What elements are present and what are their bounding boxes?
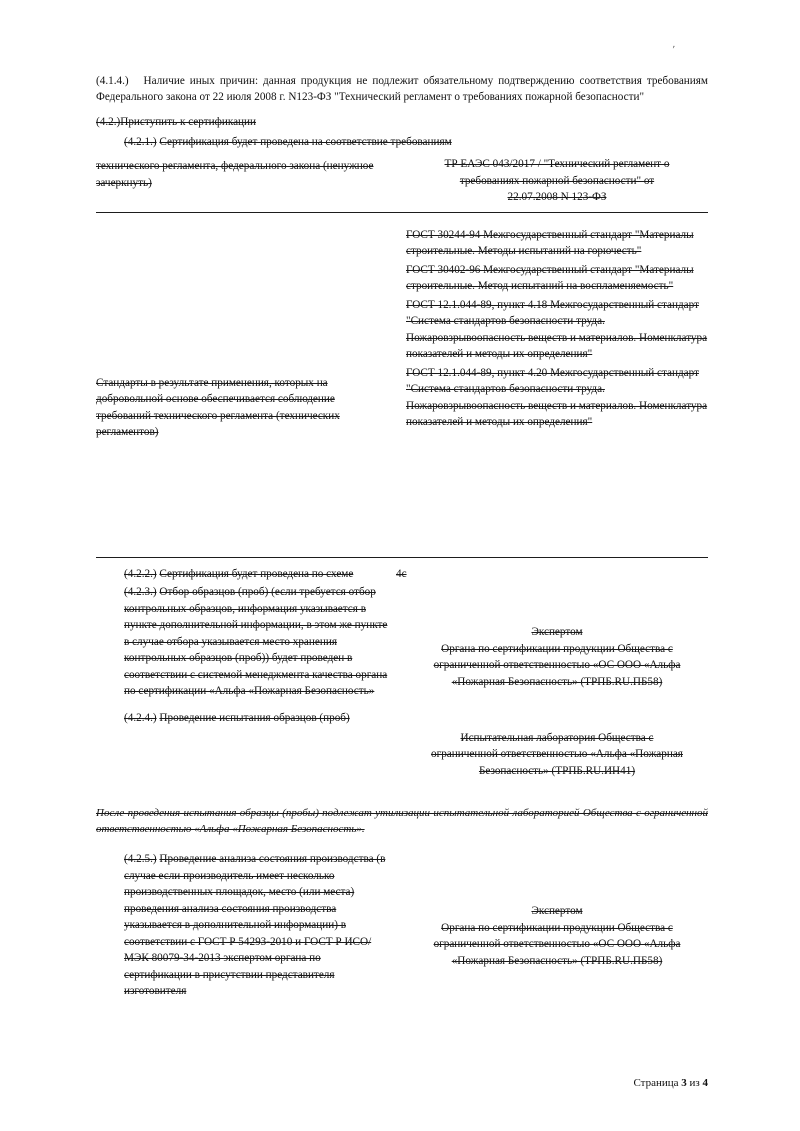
standard-item: ГОСТ 30402-96 Межгосударственный стандарт "Материалы строительные. Метод испытаний на воспламеняемость" <box>406 263 694 293</box>
row-clause-4-2-4 <box>96 710 708 780</box>
clause-4-2-2-number: (4.2.2.) <box>124 567 157 580</box>
clause-4-2-1-number: (4.2.1.) <box>124 135 157 148</box>
footer-prefix: Страница <box>633 1077 682 1089</box>
row-clause-4-2-2 <box>96 562 708 583</box>
footer-middle: из <box>686 1077 703 1089</box>
testing-lab-line2: ограниченной ответственностью «Альфа «Пожарная <box>431 748 683 761</box>
standards-label <box>96 221 396 551</box>
page-footer <box>633 1077 708 1089</box>
divider-after-regulation <box>96 212 708 213</box>
sampling-actor-line4: «Пожарная Безопасность» (ТРПБ.RU.ПБ58) <box>451 675 663 688</box>
clause-4-2-3-text: Отбор образцов (проб) (если требуется отбор контрольных образцов, информация указывается в пункте дополнительной информации, в этом же пункте в случае отбора указывается место хранения контрольных образцов (проб)) будет проведен в соответствии с системой менеджмента качества органа по сертификации «Альфа «Пожарная Безопасность» <box>124 586 388 698</box>
clause-4-2 <box>96 115 708 131</box>
technical-regulation-value-line2: требованиях пожарной безопасности" от <box>459 174 655 187</box>
stray-pen-mark: ʹ <box>670 43 676 57</box>
note-utilization-text: После проведения испытания образцы (пробы) подлежат утилизации испытательной лабораторией Общества с ограниченной ответственностью «Альфа «Пожарная Безопасность». <box>96 807 708 836</box>
clause-4-2-3-label <box>96 584 396 700</box>
clause-4-2-2-value <box>396 562 708 583</box>
technical-regulation-value-line3: 22.07.2008 N 123-ФЗ <box>507 191 607 204</box>
technical-regulation-value <box>396 156 708 206</box>
row-standards <box>96 221 708 551</box>
clause-4-1-4-number: (4.1.4.) <box>96 75 129 87</box>
clause-4-2-5-text: Проведение анализа состояния производства (в случае если производитель имеет несколько производственных площадок, место (или места) проведения анализа состояния производства указывается в дополнительной информации) в соответствии с ГОСТ Р 54293-2010 и ГОСТ Р ИСО/МЭК 80079-34-2013 экспертом органа по сертификации в присутствии представителя изготовителя <box>124 853 386 998</box>
clause-4-2-text: Приступить к сертификации <box>120 116 257 129</box>
clause-4-2-4-label <box>96 710 396 780</box>
clause-4-2-1 <box>124 135 708 151</box>
testing-lab-line1: Испытательная лаборатория Общества с <box>460 731 654 744</box>
divider-before-4-2-2 <box>96 557 708 558</box>
footer-total-pages: 4 <box>702 1077 708 1089</box>
standards-list <box>396 221 708 551</box>
row-clause-4-2-3 <box>96 584 708 700</box>
testing-lab-line3: Безопасность» (ТРПБ.RU.ИН41) <box>478 764 636 777</box>
production-analysis-line4: «Пожарная Безопасность» (ТРПБ.RU.ПБ58) <box>451 954 663 967</box>
clause-4-2-2-label <box>96 562 396 583</box>
clause-4-2-1-text: Сертификация будет проведена на соответствие требованиям <box>159 135 452 148</box>
document-content <box>96 74 708 1000</box>
technical-regulation-value-line1: ТР ЕАЭС 043/2017 / "Технический регламент о <box>444 158 670 171</box>
clause-4-2-5-number: (4.2.5.) <box>124 853 157 866</box>
clause-4-1-4 <box>96 74 708 105</box>
clause-4-2-4-value <box>396 710 708 780</box>
technical-regulation-label-text: технического регламента, федерального закона (ненужное зачеркнуть) <box>96 160 374 189</box>
row-technical-regulation <box>96 156 708 206</box>
row-clause-4-2-5 <box>96 851 708 1000</box>
clause-4-2-2-text: Сертификация будет проведена по схеме <box>159 567 354 580</box>
clause-4-2-4-text: Проведение испытания образцов (проб) <box>159 711 350 724</box>
clause-4-2-4-number: (4.2.4.) <box>124 711 157 724</box>
sampling-actor-line2: Органа по сертификации продукции Общества с <box>441 642 673 655</box>
technical-regulation-label <box>96 156 396 206</box>
scheme-value: 4с <box>396 567 407 580</box>
clause-4-2-3-number: (4.2.3.) <box>124 586 157 599</box>
sampling-actor-line3: ограниченной ответственностью «ОС ООО «Альфа <box>433 659 681 672</box>
standard-item: ГОСТ 12.1.044-89, пункт 4.18 Межгосударственный стандарт "Система стандартов безопасности труда. Пожаровзрывоопасность веществ и материалов. Номенклатура показателей и методы их определения" <box>406 298 708 361</box>
standard-item: ГОСТ 12.1.044-89, пункт 4.20 Межгосударственный стандарт "Система стандартов безопасности труда. Пожаровзрывоопасность веществ и материалов. Номенклатура показателей и методы их определения" <box>406 366 708 429</box>
clause-4-1-4-text: Наличие иных причин: данная продукция не подлежит обязательному подтверждению соответствия требованиям Федерального закона от 22 июля 2008 г. N123-ФЗ "Технический регламент о требованиях пожарной безопасности" <box>96 75 708 103</box>
clause-4-2-5-value <box>396 851 708 1000</box>
note-utilization <box>96 805 708 837</box>
clause-4-2-3-value <box>396 584 708 700</box>
production-analysis-line3: ограниченной ответственностью «ОС ООО «Альфа <box>433 938 681 951</box>
sampling-actor-line1: Экспертом <box>531 626 583 639</box>
production-analysis-line2: Органа по сертификации продукции Общества с <box>441 921 673 934</box>
clause-4-2-5-label <box>96 851 396 1000</box>
clause-4-2-number: (4.2.) <box>96 116 121 129</box>
standard-item: ГОСТ 30244-94 Межгосударственный стандарт "Материалы строительные. Методы испытаний на горючесть" <box>406 228 694 258</box>
standards-label-text: Стандарты в результате применения, которых на добровольной основе обеспечивается соблюдение требований технического регламента (технических регламентов) <box>96 376 340 439</box>
footer-page-number: 3 <box>681 1077 687 1089</box>
production-analysis-line1: Экспертом <box>531 905 583 918</box>
